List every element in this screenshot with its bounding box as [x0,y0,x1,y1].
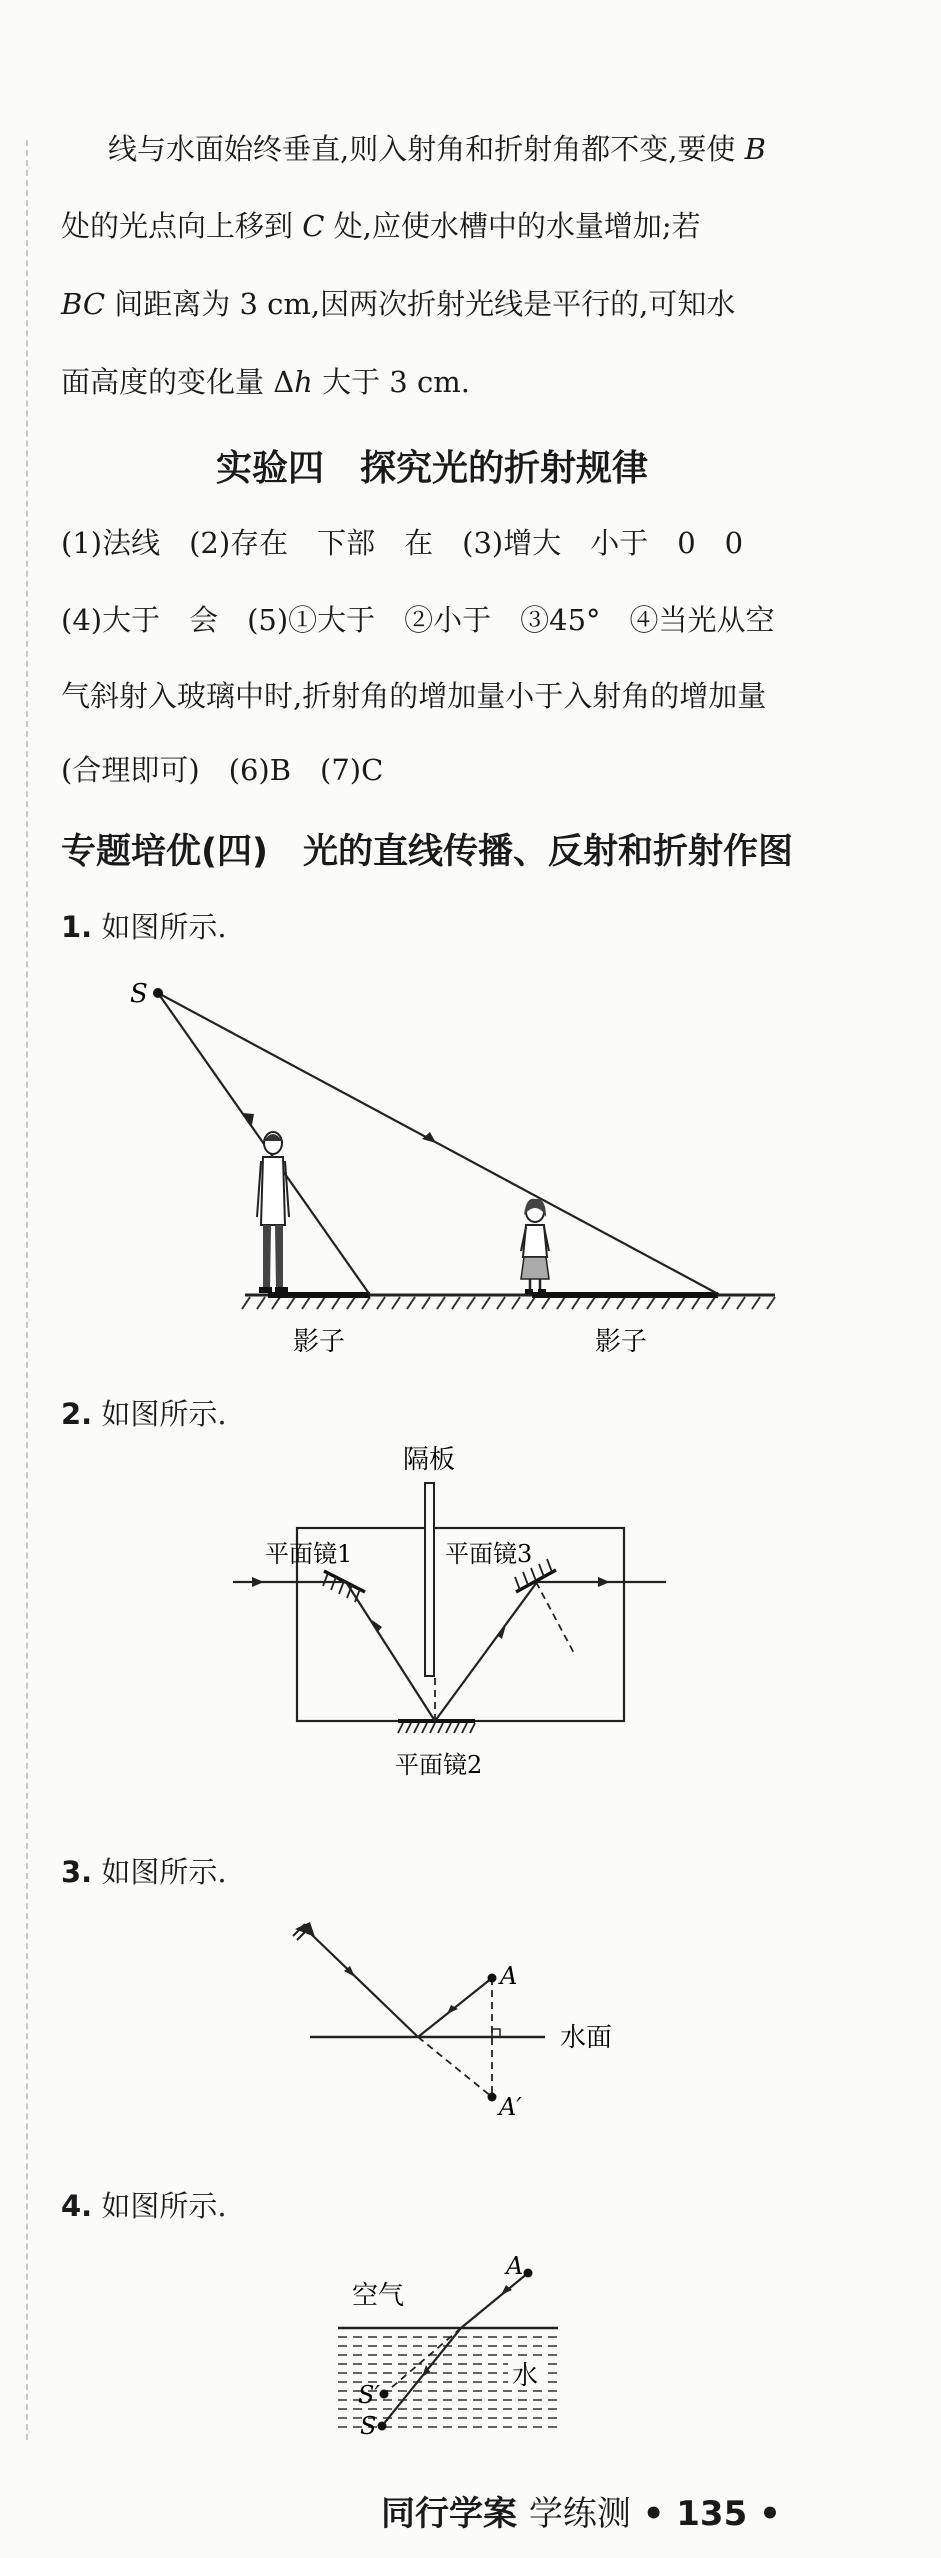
fig4-air-label: 空气 [352,2281,405,2311]
fig3-point-a-label: A [500,1962,518,1990]
fig1-source-label: S [130,979,148,1009]
fig2-mirror1-label: 平面镜1 [265,1540,353,1568]
intro-line-3 [61,288,735,321]
var-b: B [744,132,766,166]
intro-line-4b: 大于 3 cm. [322,365,470,399]
question-3-number: 3. [61,1855,93,1889]
intro-line-2a: 处的光点向上移到 [61,209,294,243]
fig3-eye-icon [293,1922,315,1940]
question-1-number: 1. [61,910,93,944]
fig2-arrow-out [598,1577,610,1587]
fig2-mirror2-label: 平面镜2 [395,1751,483,1779]
fig2-arrow-in [252,1577,264,1587]
experiment-line-4: (合理即可) (6)B (7)C [61,753,384,787]
fig3-point-a [488,1974,497,1983]
var-bc: BC [61,287,106,321]
fig1-arrow-right [422,1132,436,1143]
intro-line-2 [61,210,701,243]
fig1-person-girl [521,1199,549,1294]
page-number: • 135 • [642,2494,781,2534]
fig3-ray-extension [418,2037,492,2097]
question-2 [61,1392,227,1433]
fig1-ray-right [158,993,720,1295]
footer [381,2486,781,2535]
fig4-point-a-label: A [506,2252,524,2280]
var-h: h [294,365,313,399]
figure-4-refraction [320,2240,580,2460]
fig1-shadow-right-label: 影子 [595,1327,648,1357]
fig1-person-man [257,1132,289,1293]
question-4-number: 4. [61,2189,93,2223]
fig4-ray-in-air [461,2273,528,2328]
question-3-text: 如图所示. [101,1855,227,1889]
fig1-source-point [153,988,163,998]
fig3-point-a-image [488,2093,497,2102]
intro-line-3-text: 间距离为 3 cm,因两次折射光线是平行的,可知水 [114,287,736,321]
figure-3-reflection [285,1915,665,2145]
footer-brand: 同行学案 [381,2494,517,2534]
intro-line-4a: 面高度的变化量 Δ [61,365,295,399]
fig1-ground-hatch [242,1297,775,1309]
footer-series: 学练测 [528,2494,631,2534]
fig2-mirror2-hatch [398,1723,475,1733]
fig2-mirror3-label: 平面镜3 [445,1540,533,1568]
question-2-text: 如图所示. [101,1397,227,1431]
question-4-text: 如图所示. [101,2189,227,2223]
intro-line-1-text: 线与水面始终垂直,则入射角和折射角都不变,要使 [108,132,736,166]
topic-title: 专题培优(四) 光的直线传播、反射和折射作图 [61,832,793,872]
intro-line-2b: 处,应使水槽中的水量增加;若 [333,209,701,243]
fig4-ray-refracted-in-water [382,2328,461,2426]
question-1 [61,905,227,946]
intro-line-1 [108,133,766,166]
fig4-point-s-label: S [360,2412,377,2440]
fig4-point-s [378,2422,387,2431]
margin-guide [26,140,28,2440]
fig1-arrow-left [242,1113,254,1125]
intro-line-4 [61,366,470,399]
fig3-ray-reflected [310,1933,418,2037]
fig4-point-s-image [380,2390,389,2399]
fig2-divider [425,1483,434,1676]
var-c: C [302,209,325,243]
fig3-water-label: 水面 [560,2023,613,2053]
question-3 [61,1850,227,1891]
fig2-normal-mirror3 [536,1582,575,1655]
experiment-line-1: (1)法线 (2)存在 下部 在 (3)增大 小于 0 0 [61,526,744,560]
figure-2-periscope [220,1440,700,1790]
experiment-line-3: 气斜射入玻璃中时,折射角的增加量小于入射角的增加量 [61,679,767,713]
fig4-virtual-ray [384,2328,461,2394]
experiment-title: 实验四 探究光的折射规律 [216,448,649,489]
fig2-divider-label: 隔板 [403,1445,456,1475]
fig2-ray-down [346,1582,435,1721]
question-1-text: 如图所示. [101,910,227,944]
experiment-line-2: (4)大于 会 (5)①大于 ②小于 ③45° ④当光从空 [61,603,775,637]
figure-1-shadows [130,965,810,1365]
fig3-point-a-image-label: A′ [499,2093,522,2121]
question-4 [61,2184,227,2225]
question-2-number: 2. [61,1397,93,1431]
fig4-point-a [524,2269,533,2278]
fig2-ray-up [435,1582,537,1721]
fig4-water-label: 水 [512,2361,539,2391]
fig4-point-s-image-label: S′ [358,2381,380,2409]
fig1-shadow-left-label: 影子 [293,1327,346,1357]
